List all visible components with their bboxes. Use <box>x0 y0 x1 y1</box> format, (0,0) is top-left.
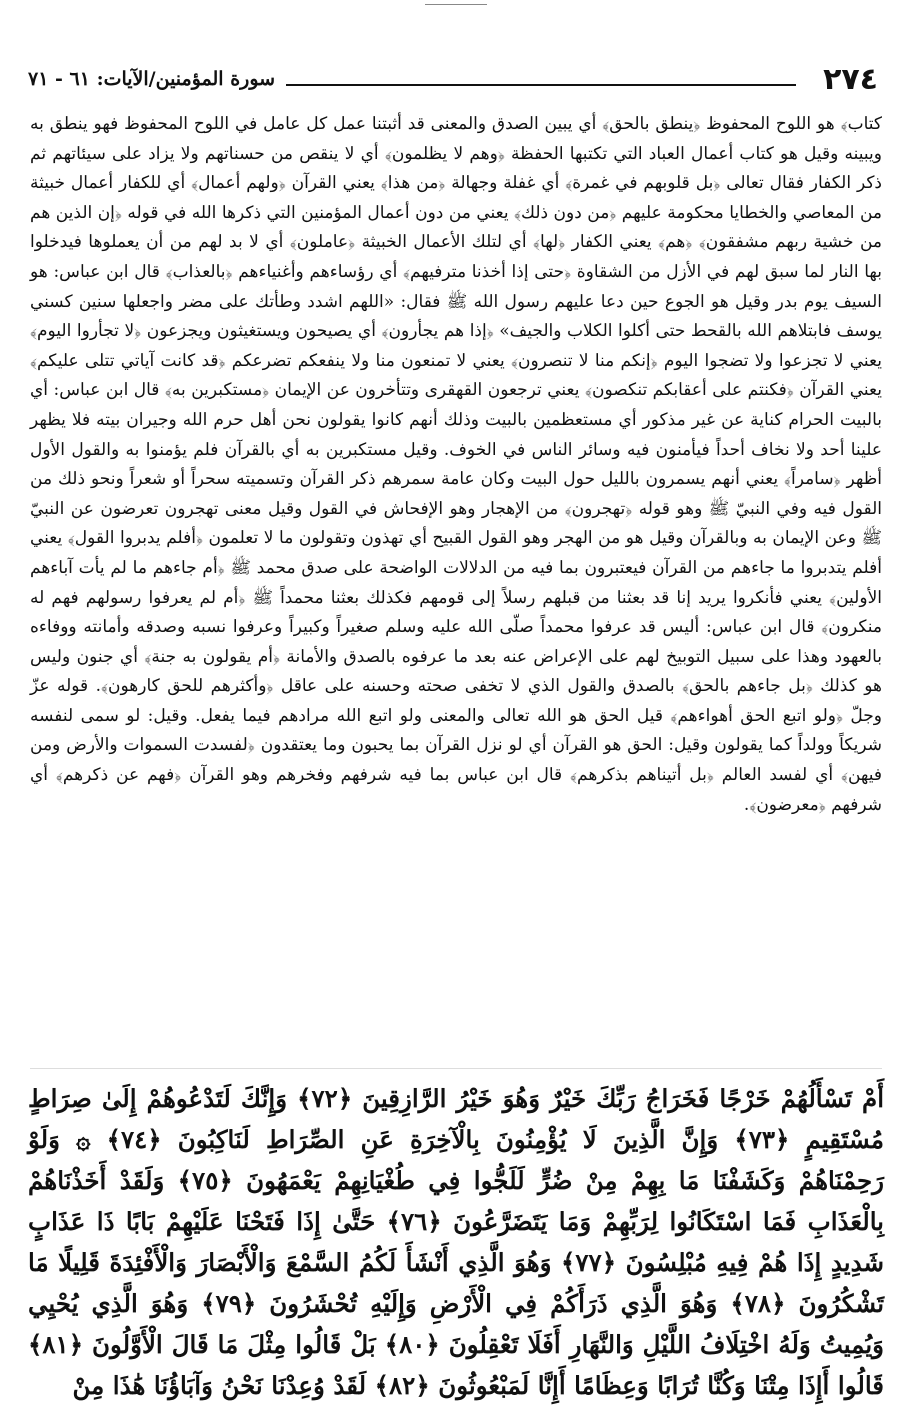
header-rule <box>286 84 796 86</box>
running-header <box>28 58 878 102</box>
page-top-mark <box>425 0 487 5</box>
quran-verses-block <box>28 1078 885 1400</box>
page-number: ٢٧٤ <box>823 62 878 97</box>
commentary-text-block <box>30 110 882 1065</box>
section-divider <box>30 1068 882 1069</box>
surah-title: سورة المؤمنين/الآيات: ٦١ - ٧١ <box>28 68 276 90</box>
commentary-paragraph: كتاب﴾ هو اللوح المحفوظ ﴿ينطق بالحق﴾ أي يبين الصدق والمعنى قد أثبتنا عمل كل عامل في اللوح المحفوظ فهو ينطق به ويبينه وقيل هو كتاب أعمال العباد التي تكتبها الحفظة ﴿وهم لا يظلمون﴾ أي لا ينقص من حسناتهم ولا يزاد على سيئاتهم ثم ذكر الكفار فقال تعالى ﴿بل قلوبهم في غمرة﴾ أي غفلة وجهالة ﴿من هذا﴾ يعني القرآن ﴿ولهم أعمال﴾ أي للكفار أعمال خبيثة من المعاصي والخطايا محكومة عليهم ﴿من دون ذلك﴾ يعني من دون أعمال المؤمنين التي ذكرها الله في قوله ﴿إن الذين هم من خشية ربهم مشفقون﴾ ﴿هم﴾ يعني الكفار ﴿لها﴾ أي لتلك الأعمال الخبيثة ﴿عاملون﴾ أي لا بد لهم من أن يعملوها فيدخلوا بها النار لما سبق لهم في الأزل من الشقاوة ﴿حتى إذا أخذنا مترفيهم﴾ أي رؤساءهم وأغنياءهم ﴿بالعذاب﴾ قال ابن عباس: هو السيف يوم بدر وقيل هو الجوع حين دعا عليهم رسول الله ﷺ فقال: «اللهم اشدد وطأتك على مضر واجعلها سنين كسني يوسف فابتلاهم الله بالقحط حتى أكلوا الكلاب والجيف» ﴿إذا هم يجأرون﴾ أي يصيحون ويستغيثون ويجزعون ﴿لا تجأروا اليوم﴾ يعني لا تجزعوا ولا تضجوا اليوم ﴿إنكم منا لا تنصرون﴾ يعني لا تمنعون منا ولا ينفعكم تضرعكم ﴿قد كانت آياتي تتلى عليكم﴾ يعني القرآن ﴿فكنتم على أعقابكم تنكصون﴾ يعني ترجعون القهقرى وتتأخرون عن الإيمان ﴿مستكبرين به﴾ قال ابن عباس: أي بالبيت الحرام كناية عن غير مذكور أي مستعظمين بالبيت وذلك أنهم كانوا يقولون نحن أهل حرم الله وجيران بيته فلا يظهر علينا أحد ولا نخاف أحداً فيأمنون فيه وسائر الناس في الخوف. وقيل مستكبرين به أي بالقرآن فلم يؤمنوا به والقول الأول أظهر ﴿سامراً﴾ يعني أنهم يسمرون بالليل حول البيت وكان عامة سمرهم ذكر القرآن وتسميته سحراً أو شعراً ونحو ذلك من القول فيه وفي النبيّ ﷺ وهو قوله ﴿تهجرون﴾ من الإهجار وهو الإفحاش في القول وقيل معنى تهجرون تعرضون عن النبيّ ﷺ وعن الإيمان به وبالقرآن وقيل هو من الهجر وهو القول القبيح أي تهذون وتقولون ما لا تعلمون ﴿أفلم يدبروا القول﴾ يعني أفلم يتدبروا ما جاءهم من القرآن فيعتبرون بما فيه من الدلالات الواضحة على صدق محمد ﷺ ﴿أم جاءهم ما لم يأت آباءهم الأولين﴾ يعني فأنكروا يريد إنا قد بعثنا من قبلهم رسلاً إلى قومهم فكذلك بعثنا محمداً ﷺ ﴿أم لم يعرفوا رسولهم فهم له منكرون﴾ قال ابن عباس: أليس قد عرفوا محمداً صلّى الله عليه وسلم صغيراً وكبيراً وعرفوا نسبه وصدقه وأمانته ووفاءه بالعهود وهذا على سبيل التوبيخ لهم على الإعراض عنه بعد ما عرفوه بالصدق والأمانة ﴿أم يقولون به جنة﴾ أي جنون وليس هو كذلك ﴿بل جاءهم بالحق﴾ بالصدق والقول الذي لا تخفى صحته وحسنه على عاقل ﴿وأكثرهم للحق كارهون﴾. قوله عزّ وجلّ ﴿ولو اتبع الحق أهواءهم﴾ قيل الحق هو الله تعالى والمعنى ولو اتبع الله مرادهم فيما يفعل. وقيل: لو سمى لنفسه شريكاً وولداً كما يقولون وقيل: الحق هو القرآن أي لو نزل القرآن بما يحبون وما يعتقدون ﴿لفسدت السموات والأرض ومن فيهن﴾ أي لفسد العالم ﴿بل أتيناهم بذكرهم﴾ قال ابن عباس بما فيه شرفهم وفخرهم وهو القرآن ﴿فهم عن ذكرهم﴾ أي شرفهم ﴿معرضون﴾. <box>30 114 882 815</box>
quran-verses-text: أَمْ تَسْأَلُهُمْ خَرْجًا فَخَرَاجُ رَبِّكَ خَيْرٌ وَهُوَ خَيْرُ الرَّازِقِينَ ﴿٧٢﴾ وَإِنَّكَ لَتَدْعُوهُمْ إِلَىٰ صِرَاطٍ مُسْتَقِيمٍ ﴿٧٣﴾ وَإِنَّ الَّذِينَ لَا يُؤْمِنُونَ بِالْآخِرَةِ عَنِ الصِّرَاطِ لَنَاكِبُونَ ﴿٧٤﴾ ۞ وَلَوْ رَحِمْنَاهُمْ وَكَشَفْنَا مَا بِهِمْ مِنْ ضُرٍّ لَلَجُّوا فِي طُغْيَانِهِمْ يَعْمَهُونَ ﴿٧٥﴾ وَلَقَدْ أَخَذْنَاهُمْ بِالْعَذَابِ فَمَا اسْتَكَانُوا لِرَبِّهِمْ وَمَا يَتَضَرَّعُونَ ﴿٧٦﴾ حَتَّىٰ إِذَا فَتَحْنَا عَلَيْهِمْ بَابًا ذَا عَذَابٍ شَدِيدٍ إِذَا هُمْ فِيهِ مُبْلِسُونَ ﴿٧٧﴾ وَهُوَ الَّذِي أَنْشَأَ لَكُمُ السَّمْعَ وَالْأَبْصَارَ وَالْأَفْئِدَةَ قَلِيلًا مَا تَشْكُرُونَ ﴿٧٨﴾ وَهُوَ الَّذِي ذَرَأَكُمْ فِي الْأَرْضِ وَإِلَيْهِ تُحْشَرُونَ ﴿٧٩﴾ وَهُوَ الَّذِي يُحْيِي وَيُمِيتُ وَلَهُ اخْتِلَافُ اللَّيْلِ وَالنَّهَارِ أَفَلَا تَعْقِلُونَ ﴿٨٠﴾ بَلْ قَالُوا مِثْلَ مَا قَالَ الْأَوَّلُونَ ﴿٨١﴾ قَالُوا أَإِذَا مِتْنَا وَكُنَّا تُرَابًا وَعِظَامًا أَإِنَّا لَمَبْعُوثُونَ ﴿٨٢﴾ لَقَدْ وُعِدْنَا نَحْنُ وَآبَاؤُنَا هَٰذَا مِنْ <box>28 1084 885 1400</box>
